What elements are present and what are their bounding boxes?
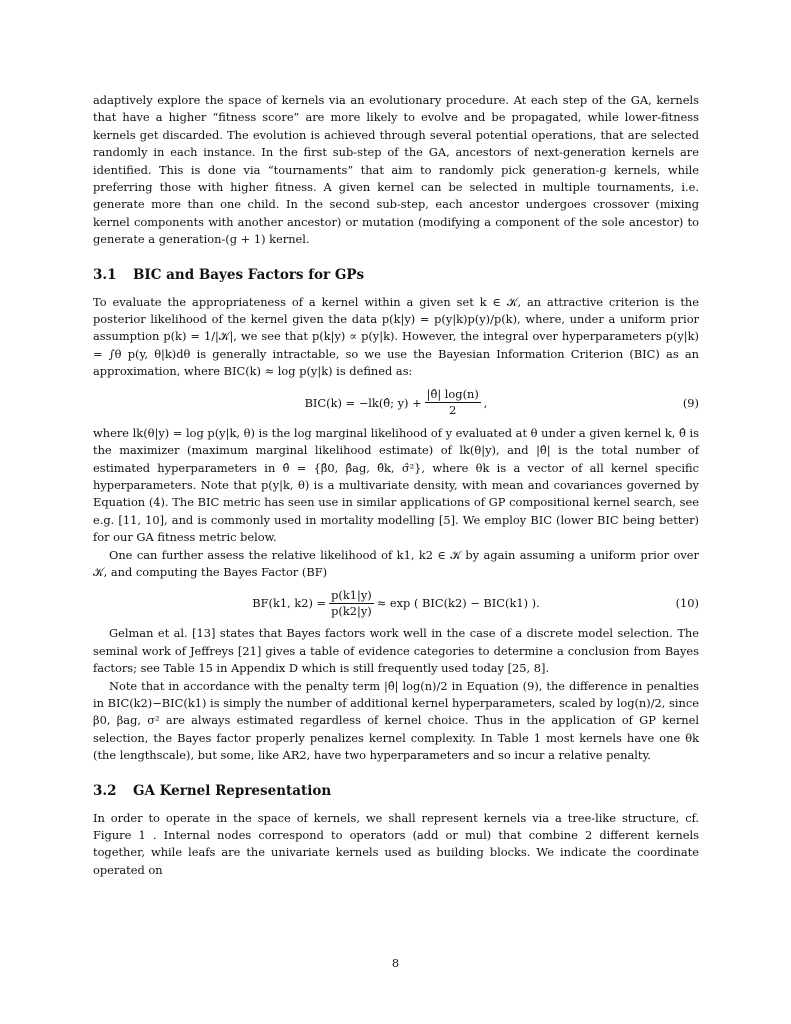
equation-10-fraction [329,588,374,619]
section-title: GA Kernel Representation [133,782,332,799]
equation-9-lhs: BIC(k) = −lk(θ̂; y) + [304,395,422,410]
paragraph-gelman: Gelman et al. [13] states that Bayes factors work well in the case of a discrete model selection. The seminal work of Jeffreys [21] gives a table of evidence categories to determine a conclusion from Bayes factors; see Table 15 in Appendix D which is still frequently used today [25, 8]. [93,626,699,676]
equation-9-tag: (9) [682,395,699,410]
page-body [93,92,699,879]
paragraph-penalty: Note that in accordance with the penalty term |θ̂| log(n)/2 in Equation (9), the difference in penalties in BIC(k2)−BIC(k1) is simply the number of additional kernel hyperparameters, scaled by log(n)/2, since β0, βag, σ² are always estimated regardless of kernel choice. Thus in the application of GP kernel selection, the Bayes factor properly penalizes kernel complexity. In Table 1 most kernels have one θk (the lengthscale), but some, like AR2, have two hyperparameters and so incur a relative penalty. [93,678,699,763]
equation-10-rhs: ≈ exp ( BIC(k2) − BIC(k1) ). [376,596,540,611]
paragraph-kernel-representation: In order to operate in the space of kernels, we shall represent kernels via a tree-like structure, cf. Figure 1 . Internal nodes correspond to operators (add or mul) that combine 2 different kernels together, while leafs are the univariate kernels used as building blocks. We indicate the coordinate operated on [93,810,699,877]
equation-9-numerator: |θ̂| log(n) [426,387,479,402]
section-heading-3-2 [93,783,699,800]
equation-9-denominator: 2 [449,403,457,418]
equation-9-tail: , [483,395,488,410]
equation-9-fraction [425,387,481,418]
section-number: 3.2 [93,782,117,799]
equation-10-lhs: BF(k1, k2) = [252,596,327,611]
page-number: 8 [391,956,400,970]
paragraph-ga-evolution: adaptively explore the space of kernels via an evolutionary procedure. At each step of the GA, kernels that have a higher “fitness score” are more likely to evolve and be propagated, while lower-fitness kernels get discarded. The evolution is achieved through several potential operations, that are selected randomly in each instance. In the first sub-step of the GA, ancestors of next-generation kernels are identified. This is done via “tournaments” that aim to randomly pick generation-g kernels, while preferring those with higher fitness. A given kernel can be selected in multiple tournaments, i.e. generate more than one child. In the second sub-step, each ancestor undergoes crossover (mixing kernel components with another ancestor) or mutation (modifying a component of the sole ancestor) to generate a generation-(g + 1) kernel. [93,93,699,247]
equation-9 [93,383,699,423]
section-number: 3.1 [93,266,117,283]
paragraph-bayes-factor-intro: One can further assess the relative likelihood of k1, k2 ∈ 𝒦 by again assuming a uniform prior over 𝒦, and computing the Bayes Factor (BF) [93,547,699,579]
equation-10-numerator: p(k1|y) [331,587,372,602]
paragraph-bic-intro: To evaluate the appropriateness of a kernel within a given set k ∈ 𝒦, an attractive criterion is the posterior likelihood of the kernel given the data p(k|y) = p(y|k)p(y)/p(k), where, under a uniform prior assumption p(k) = 1/|𝒦|, we see that p(k|y) ∝ p(y|k). However, the integral over hyperparameters p(y|k) = ∫θ p(y, θ|k)dθ is generally intractable, so we use the Bayesian Information Criterion (BIC) as an approximation, where BIC(k) ≈ log p(y|k) is defined as: [93,294,699,379]
section-title: BIC and Bayes Factors for GPs [133,266,365,283]
paragraph-bic-definition: where lk(θ|y) = log p(y|k, θ) is the log marginal likelihood of y evaluated at θ under a given kernel k, θ̂ is the maximizer (maximum marginal likelihood estimate) of lk(θ|y), and |θ̂| is the total number of estimated hyperparameters in θ̂ = {β̂0, β̂ag, θ̂k, σ̂²}, where θk is a vector of all kernel specific hyperparameters. Note that p(y|k, θ) is a multivariate density, with mean and covariances governed by Equation (4). The BIC metric has seen use in similar applications of GP compositional kernel search, see e.g. [11, 10], and is commonly used in mortality modelling [5]. We employ BIC (lower BIC being better) for our GA fitness metric below. [93,425,699,545]
equation-10-tag: (10) [675,596,699,611]
equation-10 [93,583,699,623]
equation-10-denominator: p(k2|y) [331,603,372,618]
section-heading-3-1 [93,267,699,284]
